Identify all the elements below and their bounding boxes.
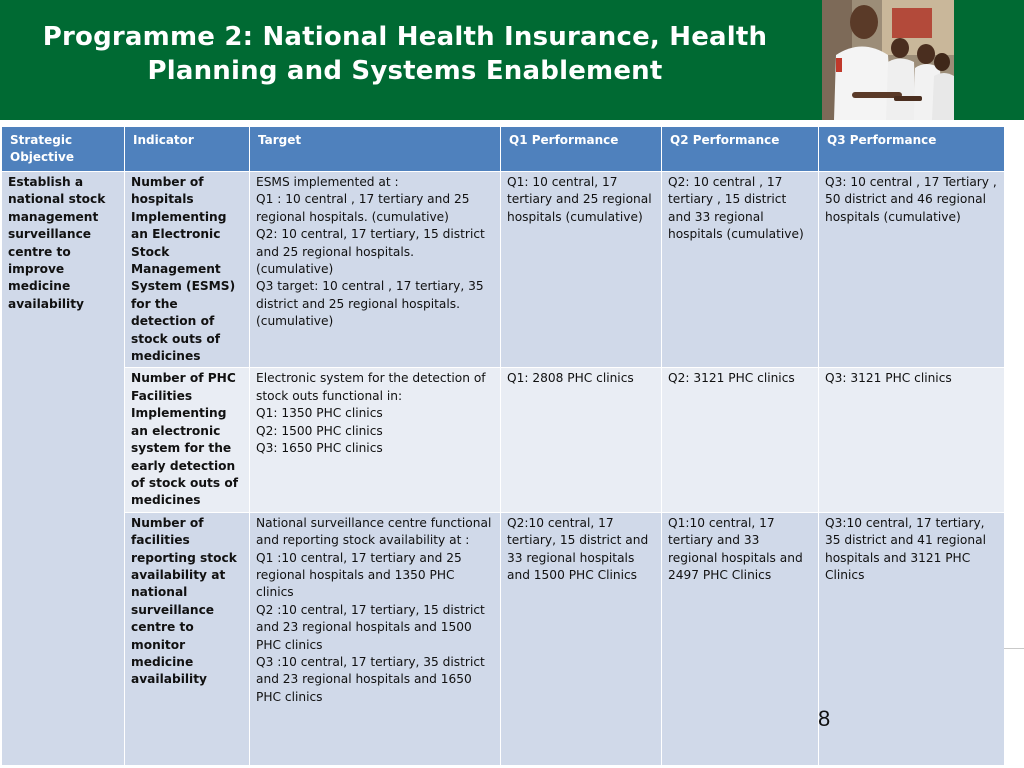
column-header-q2-performance: Q2 Performance [662, 127, 819, 172]
indicator-cell: Number of PHC Facilities Implementing an electronic system for the early detection of stock outs of medicines [125, 368, 250, 512]
q2-performance-cell: Q1:10 central, 17 tertiary and 33 regional hospitals and 2497 PHC Clinics [662, 512, 819, 765]
slide-title [30, 20, 780, 88]
indicator-cell: Number of hospitals Implementing an Electronic Stock Management System (ESMS) for the detection of stock outs of medicines [125, 172, 250, 368]
q3-performance-cell: Q3: 3121 PHC clinics [819, 368, 1005, 512]
column-header-strategic-objective: Strategic Objective [2, 127, 125, 172]
q2-performance-cell: Q2: 3121 PHC clinics [662, 368, 819, 512]
slide-title-line-1: Programme 2: National Health Insurance, Health [42, 22, 768, 52]
q3-performance-cell: Q3:10 central, 17 tertiary, 35 district and 41 regional hospitals and 3121 PHC Clinics [819, 512, 1005, 765]
target-cell [250, 368, 501, 512]
q1-performance-cell: Q1: 10 central, 17 tertiary and 25 regional hospitals (cumulative) [501, 172, 662, 368]
column-header-target: Target [250, 127, 501, 172]
table-header-row [2, 127, 1005, 172]
target-line: Q2: 10 central, 17 tertiary, 15 district and 25 regional hospitals. (cumulative) [256, 227, 485, 277]
q1-performance-cell: Q2:10 central, 17 tertiary, 15 district and 33 regional hospitals and 1500 PHC Clinics [501, 512, 662, 765]
target-line: ESMS implemented at : [256, 175, 399, 189]
table-row [2, 368, 1005, 512]
slide-header [0, 0, 1024, 120]
target-line: Q3 :10 central, 17 tertiary, 35 district and 23 regional hospitals and 1650 PHC clinics [256, 654, 485, 704]
target-line: National surveillance centre functional and reporting stock availability at : [256, 515, 492, 548]
q1-performance-cell: Q1: 2808 PHC clinics [501, 368, 662, 512]
decorative-rule [1004, 648, 1024, 649]
indicator-cell: Number of facilities reporting stock availability at national surveillance centre to monitor medicine availability [125, 512, 250, 765]
target-line: Q1 : 10 central , 17 tertiary and 25 regional hospitals. (cumulative) [256, 192, 470, 224]
target-line: Q1 :10 central, 17 tertiary and 25 regional hospitals and 1350 PHC clinics [256, 550, 462, 600]
header-divider [0, 120, 1024, 125]
target-line: Q3: 1650 PHC clinics [256, 441, 383, 456]
page-number: 8 [818, 706, 831, 731]
performance-table [1, 126, 1005, 766]
column-header-q1-performance: Q1 Performance [501, 127, 662, 172]
strategic-objective-cell: Establish a national stock management surveillance centre to improve medicine availability [2, 172, 125, 766]
slide-title-line-2: Planning and Systems Enablement [147, 56, 663, 86]
target-line: Q1: 1350 PHC clinics [256, 406, 383, 421]
q3-performance-cell: Q3: 10 central , 17 Tertiary , 50 district and 46 regional hospitals (cumulative) [819, 172, 1005, 368]
target-line: Q3 target: 10 central , 17 tertiary, 35 district and 25 regional hospitals. (cumulative) [256, 279, 484, 329]
nurse-with-children-photo [822, 0, 954, 120]
table-row [2, 172, 1005, 368]
target-line: Q2: 1500 PHC clinics [256, 423, 383, 438]
table-row [2, 512, 1005, 765]
target-line: Q2 :10 central, 17 tertiary, 15 district and 23 regional hospitals and 1500 PHC clinics [256, 602, 485, 652]
q2-performance-cell: Q2: 10 central , 17 tertiary , 15 district and 33 regional hospitals (cumulative) [662, 172, 819, 368]
target-cell [250, 512, 501, 765]
target-cell [250, 172, 501, 368]
column-header-q3-performance: Q3 Performance [819, 127, 1005, 172]
target-line: Electronic system for the detection of stock outs functional in: [256, 371, 486, 403]
column-header-indicator: Indicator [125, 127, 250, 172]
